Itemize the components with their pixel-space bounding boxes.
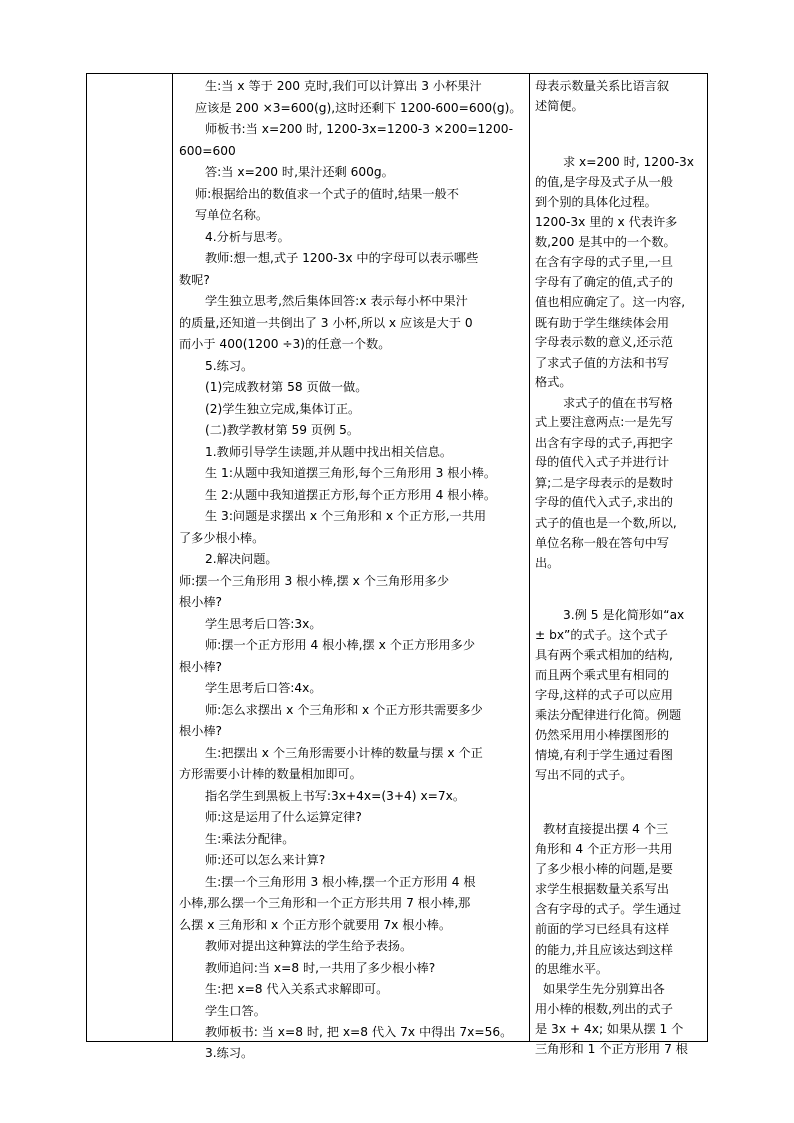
process-text-line: 生:摆一个三角形用 3 根小棒,摆一个正方形用 4 根 — [205, 875, 476, 889]
intent-text-line: 数,200 是其中的一个数。 — [535, 234, 676, 249]
process-text-line: 3.练习。 — [205, 1046, 254, 1060]
intent-text-line: 式子的值也是一个数,所以, — [535, 515, 677, 530]
intent-text-line: 仍然采用用小棒摆图形的 — [535, 727, 670, 742]
process-text-line: (1)完成教材第 58 页做一做。 — [205, 380, 368, 394]
intent-text-line: 了多少根小棒的问题,是要 — [535, 861, 673, 876]
intent-text-line: 前面的学习已经具有这样 — [535, 922, 670, 937]
intent-text-line: 的思维水平。 — [535, 962, 609, 977]
process-text-line: 4.分析与思考。 — [205, 230, 290, 244]
process-text-line: 生 1:从题中我知道摆三角形,每个三角形用 3 根小棒。 — [205, 466, 497, 480]
process-text-line: 的质量,还知道一共倒出了 3 小杯,所以 x 应该是大于 0 — [179, 316, 473, 330]
process-text-line: 而小于 400(1200 ÷3)的任意一个数。 — [179, 337, 391, 351]
intent-text-line: 3.例 5 是化简形如“ax — [563, 607, 685, 622]
process-text-line: 小棒,那么摆一个三角形和一个正方形共用 7 根小棒,那 — [179, 896, 471, 910]
process-text-line: 学生思考后口答:4x。 — [205, 681, 322, 695]
process-text-line: 师:怎么求摆出 x 个三角形和 x 个正方形共需要多少 — [205, 703, 483, 717]
intent-text-line: 算;二是字母表示的是数时 — [535, 475, 674, 490]
intent-text-line: 求学生根据数量关系写出 — [535, 882, 670, 897]
process-text-line: 根小棒? — [179, 595, 223, 609]
process-text-line: 生:把 x=8 代入关系式求解即可。 — [205, 982, 389, 996]
intent-text-line: 式上要注意两点:一是先写 — [535, 415, 674, 430]
process-text-line: 5.练习。 — [205, 359, 254, 373]
process-text-line: 教师:想一想,式子 1200-3x 中的字母可以表示哪些 — [205, 251, 479, 265]
process-text-line: 学生独立思考,然后集体回答:x 表示每小杯中果汁 — [205, 294, 468, 308]
intent-text-line: 的能力,并且应该达到这样 — [535, 942, 673, 957]
column-divider-left — [172, 74, 173, 1041]
process-text-line: 1.教师引导学生读题,并从题中找出相关信息。 — [205, 445, 453, 459]
intent-text-line: 了求式子值的方法和书写 — [535, 355, 670, 370]
intent-text-line: 乘法分配律进行化简。例题 — [535, 708, 682, 723]
intent-text-line: 出。 — [535, 555, 560, 570]
intent-text-line: ± bx”的式子。这个式子 — [535, 628, 668, 643]
process-text-line: 600=600 — [179, 144, 236, 158]
intent-text-line: 用小棒的根数,列出的式子 — [535, 1002, 673, 1017]
process-text-line: 师:这是运用了什么运算定律? — [205, 810, 362, 824]
intent-text-line: 三角形和 1 个正方形用 7 根 — [535, 1042, 688, 1057]
intent-text-line: 含有字母的式子。学生通过 — [535, 901, 682, 916]
intent-text-line: 母的值代入式子并进行计 — [535, 455, 670, 470]
process-text-line: 指名学生到黑板上书写:3x+4x=(3+4) x=7x。 — [205, 789, 466, 803]
process-text-line: 生:当 x 等于 200 克时,我们可以计算出 3 小杯果汁 — [205, 79, 482, 93]
process-text-line: 教师对提出这种算法的学生给予表扬。 — [205, 939, 413, 953]
process-text-line: 2.解决问题。 — [205, 552, 278, 566]
intent-text-line: 单位名称一般在答句中写 — [535, 536, 670, 551]
intent-text-line: 值也相应确定了。这一内容, — [535, 295, 686, 310]
process-text-line: 师:还可以怎么来计算? — [205, 853, 326, 867]
intent-text-line: 格式。 — [535, 375, 572, 390]
process-text-line: 师:摆一个三角形用 3 根小棒,摆 x 个三角形用多少 — [179, 574, 450, 588]
intent-text-line: 的值,是字母及式子从一般 — [535, 175, 673, 190]
intent-text-line: 如果学生先分别算出各 — [543, 981, 665, 996]
process-text-line: 师:根据给出的数值求一个式子的值时,结果一般不 — [195, 187, 459, 201]
intent-text-line: 教材直接提出摆 4 个三 — [543, 821, 669, 836]
intent-text-line: 述简便。 — [535, 99, 584, 114]
process-text-line: 么摆 x 三角形和 x 个正方形个就要用 7x 根小棒。 — [179, 918, 452, 932]
intent-text-line: 具有两个乘式相加的结构, — [535, 647, 673, 662]
intent-text-line: 写出不同的式子。 — [535, 767, 633, 782]
intent-text-line: 字母的值代入式子,求出的 — [535, 495, 673, 510]
intent-text-line: 母表示数量关系比语言叙 — [535, 78, 670, 93]
intent-text-line: 到个别的具体化过程。 — [535, 194, 657, 209]
process-text-line: 答:当 x=200 时,果汁还剩 600g。 — [205, 165, 394, 179]
intent-text-line: 1200-3x 里的 x 代表许多 — [535, 215, 678, 230]
process-text-line: 教师板书: 当 x=8 时, 把 x=8 代入 7x 中得出 7x=56。 — [205, 1025, 513, 1039]
column-divider-right — [529, 74, 530, 1041]
intent-text-line: 而且两个乘式里有相同的 — [535, 668, 670, 683]
process-text-line: 应该是 200 ×3=600(g),这时还剩下 1200-600=600(g)。 — [195, 101, 522, 115]
intent-text-line: 求 x=200 时, 1200-3x — [563, 154, 694, 169]
intent-text-line: 字母表示数的意义,还示范 — [535, 335, 673, 350]
process-text-line: 生:把摆出 x 个三角形需要小计棒的数量与摆 x 个正 — [205, 746, 483, 760]
process-text-line: 生 2:从题中我知道摆正方形,每个正方形用 4 根小棒。 — [205, 488, 497, 502]
process-text-line: 数呢? — [179, 273, 210, 287]
process-text-line: 生 3:问题是求摆出 x 个三角形和 x 个正方形,一共用 — [205, 509, 487, 523]
process-text-line: 师:摆一个正方形用 4 根小棒,摆 x 个正方形用多少 — [205, 638, 476, 652]
process-text-line: 了多少根小棒。 — [179, 531, 265, 545]
process-text-line: 生:乘法分配律。 — [205, 832, 295, 846]
process-text-line: 根小棒? — [179, 660, 223, 674]
process-text-line: (2)学生独立完成,集体订正。 — [205, 402, 361, 416]
intent-text-line: 情境,有利于学生通过看图 — [535, 748, 673, 763]
process-text-line: 根小棒? — [179, 724, 223, 738]
intent-text-line: 是 3x + 4x; 如果从摆 1 个 — [535, 1021, 684, 1036]
process-text-line: (二)教学教材第 59 页例 5。 — [205, 423, 360, 437]
lesson-plan-table — [86, 73, 708, 1060]
intent-text-line: 出含有字母的式子,再把字 — [535, 435, 673, 450]
process-text-line: 方形需要小计棒的数量相加即可。 — [179, 767, 362, 781]
intent-text-line: 字母,这样的式子可以应用 — [535, 687, 673, 702]
intent-text-line: 既有助于学生继续体会用 — [535, 315, 670, 330]
process-text-line: 写单位名称。 — [195, 208, 269, 222]
process-text-line: 学生思考后口答:3x。 — [205, 617, 322, 631]
process-text-line: 学生口答。 — [205, 1004, 266, 1018]
intent-text-line: 字母有了确定的值,式子的 — [535, 274, 673, 289]
process-text-line: 师板书:当 x=200 时, 1200-3x=1200-3 ×200=1200- — [205, 122, 513, 136]
intent-text-line: 角形和 4 个正方形一共用 — [535, 842, 673, 857]
intent-text-line: 在含有字母的式子里,一旦 — [535, 255, 673, 270]
intent-text-line: 求式子的值在书写格 — [563, 395, 673, 410]
process-text-line: 教师追问:当 x=8 时,一共用了多少根小棒? — [205, 961, 436, 975]
